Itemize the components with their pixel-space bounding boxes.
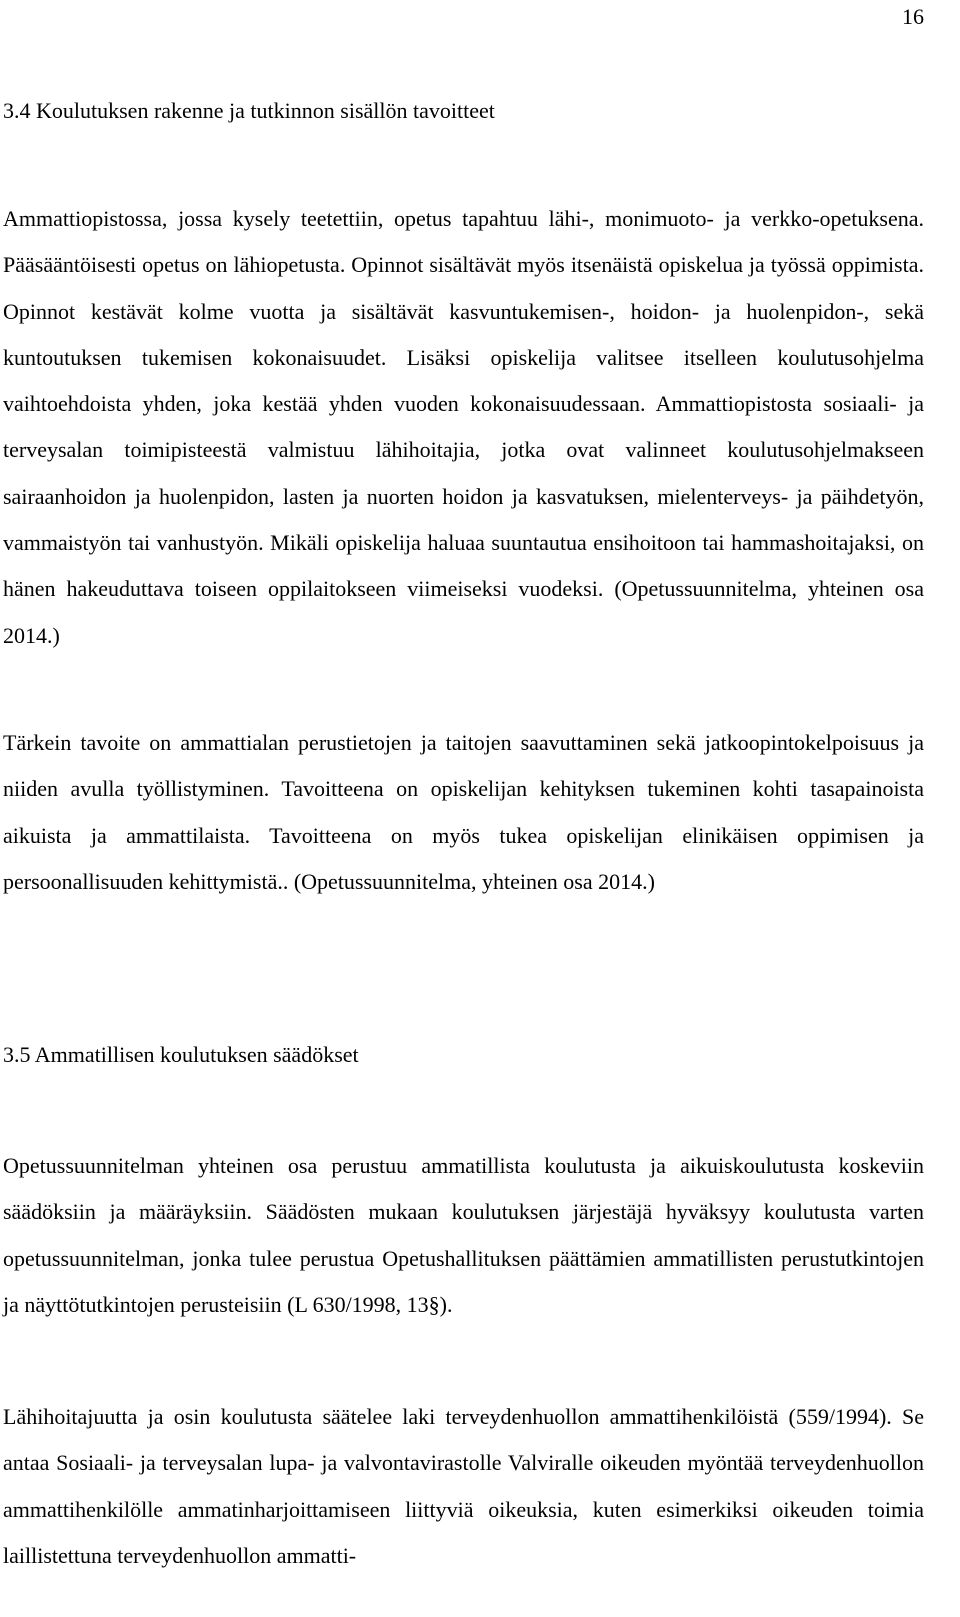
section-heading: 3.5 Ammatillisen koulutuksen säädökset xyxy=(3,1042,359,1067)
body-paragraph: Opetussuunnitelman yhteinen osa perustuu ammatillista koulutusta ja aikuiskoulutusta koskeviin säädöksiin ja määräyksiin. Säädösten mukaan koulutuksen järjestäjä hyväksyy koulutusta varten opetussuunnitelman, jonka tulee perustua Opetushallituksen päättämien ammatillisten perustutkintojen ja näyttötutkintojen perusteisiin (L 630/1998, 13§). xyxy=(3,1153,924,1317)
body-paragraph: Tärkein tavoite on ammattialan perustietojen ja taitojen saavuttaminen sekä jatkoopintokelpoisuus ja niiden avulla työllistyminen. Tavoitteena on opiskelijan kehityksen tukeminen kohti tasapainoista aikuista ja ammattilaista. Tavoitteena on myös tukea opiskelijan elinikäisen oppimisen ja persoonallisuuden kehittymistä.. (Opetussuunnitelma, yhteinen osa 2014.) xyxy=(3,730,924,894)
page-number: 16 xyxy=(902,4,924,29)
section-heading: 3.4 Koulutuksen rakenne ja tutkinnon sisällön tavoitteet xyxy=(3,98,495,123)
body-paragraph: Ammattiopistossa, jossa kysely teetettiin, opetus tapahtuu lähi-, monimuoto- ja verkko-opetuksena. Pääsääntöisesti opetus on lähiopetusta. Opinnot sisältävät myös itsenäistä opiskelua ja työssä oppimista. Opinnot kestävät kolme vuotta ja sisältävät kasvuntukemisen-, hoidon- ja huolenpidon-, sekä kuntoutuksen tukemisen kokonaisuudet. Lisäksi opiskelija valitsee itselleen koulutusohjelma vaihtoehdoista yhden, joka kestää yhden vuoden kokonaisuudessaan. Ammattiopistosta sosiaali- ja terveysalan toimipisteestä valmistuu lähihoitajia, jotka ovat valinneet koulutusohjelmakseen sairaanhoidon ja huolenpidon, lasten ja nuorten hoidon ja kasvatuksen, mielenterveys- ja päihdetyön, vammaistyön tai vanhustyön. Mikäli opiskelija haluaa suuntautua ensihoitoon tai hammashoitajaksi, on hänen hakeuduttava toiseen oppilaitokseen viimeiseksi vuodeksi. (Opetussuunnitelma, yhteinen osa 2014.) xyxy=(3,206,924,648)
body-paragraph: Lähihoitajuutta ja osin koulutusta säätelee laki terveydenhuollon ammattihenkilöistä (559/1994). Se antaa Sosiaali- ja terveysalan lupa- ja valvontavirastolle Valviralle oikeuden myöntää terveydenhuollon ammattihenkilölle ammatinharjoittamiseen liittyviä oikeuksia, kuten esimerkiksi oikeuden toimia laillistettuna terveydenhuollon ammatti- xyxy=(3,1404,924,1568)
